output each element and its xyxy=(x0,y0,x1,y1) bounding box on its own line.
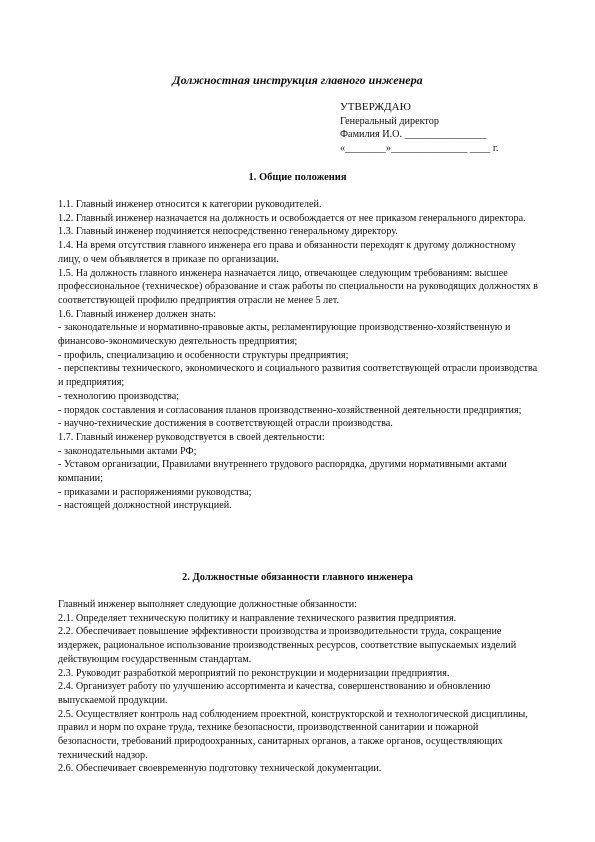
approval-heading: УТВЕРЖДАЮ xyxy=(340,101,411,113)
list-item: - перспективы технического, экономического и социального развития соответствующей отрасли производства и предприятия; xyxy=(58,363,538,389)
paragraph: Главный инженер выполняет следующие должностные обязанности: xyxy=(58,599,357,610)
paragraph: 2.5. Осуществляет контроль над соблюдением проектной, конструкторской и технологической дисциплины, правил и норм по охране труда, технике безопасности, производственной санитарии и пожарной безопасности, требований природоохранных, санитарных органов, а также органов, осуществляющих технический надзор. xyxy=(58,708,528,761)
paragraph: 1.1. Главный инженер относится к категории руководителей. xyxy=(58,199,322,210)
list-item: - Уставом организации, Правилами внутреннего трудового распорядка, другими нормативными актами компании; xyxy=(58,459,507,485)
list-item: - приказами и распоряжениями руководства; xyxy=(58,486,252,498)
list-item: - научно-технические достижения в соответствующей отрасли производства. xyxy=(58,418,393,430)
list-item: - законодательными актами РФ; xyxy=(58,445,197,457)
list-item: - порядок составления и согласования планов производственно-хозяйственной деятельности предприятия; xyxy=(58,404,522,416)
section-2-title: 2. Должностные обязанности главного инженера xyxy=(182,572,413,583)
paragraph: 1.4. На время отсутствия главного инженера его права и обязанности переходят к другому должностному лицу, о чем объявляется в приказе по организации. xyxy=(58,240,516,265)
paragraph: 2.2. Обеспечивает повышение эффективности производства и производительности труда, сокращение издержек, рациональное использование производственных ресурсов, соответствие выпускаемых изделий действующим государственным стандартам. xyxy=(58,626,517,665)
paragraph: 1.2. Главный инженер назначается на должность и освобождается от нее приказом генерального директора. xyxy=(58,212,526,224)
paragraph: 1.3. Главный инженер подчиняется непосредственно генеральному директору. xyxy=(58,226,398,238)
list-item: - законодательные и нормативно-правовые акты, регламентирующие производственно-хозяйственную и финансово-экономическую деятельность предприятия; xyxy=(58,322,511,348)
section-2-body xyxy=(58,598,538,776)
paragraph: 2.6. Обеспечивает своевременную подготовку технической документации. xyxy=(58,763,382,775)
approval-position: Генеральный директор xyxy=(340,115,439,127)
paragraph: 1.7. Главный инженер руководствуется в своей деятельности: xyxy=(58,431,325,443)
paragraph: 2.4. Организует работу по улучшению ассортимента и качества, совершенствованию и обновлению выпускаемой продукции. xyxy=(58,681,491,706)
paragraph: 1.6. Главный инженер должен знать: xyxy=(58,308,216,320)
list-item: - технологию производства; xyxy=(58,390,180,402)
section-1-body xyxy=(58,198,538,513)
approval-name-line: Фамилия И.О. ________________ xyxy=(340,129,487,140)
approval-block xyxy=(340,101,540,155)
paragraph: 2.3. Руководит разработкой мероприятий по реконструкции и модернизации предприятия. xyxy=(58,667,450,679)
list-item: - настоящей должностной инструкцией. xyxy=(58,500,232,512)
paragraph: 2.1. Определяет техническую политику и направление технического развития предприятия. xyxy=(58,612,457,624)
approval-date-line: «________»_______________ ____ г. xyxy=(340,142,499,154)
list-item: - профиль, специализацию и особенности структуры предприятия; xyxy=(58,349,349,361)
paragraph: 1.5. На должность главного инженера назначается лицо, отвечающее следующим требованиям: высшее профессиональное (техническое) образование и стаж работы по специальности на руководящих должностях в соответствующей профилю предприятия отрасли не менее 5 лет. xyxy=(58,267,538,306)
section-1-title: 1. Общие положения xyxy=(248,172,347,183)
document-title: Должностная инструкция главного инженера xyxy=(172,73,423,87)
